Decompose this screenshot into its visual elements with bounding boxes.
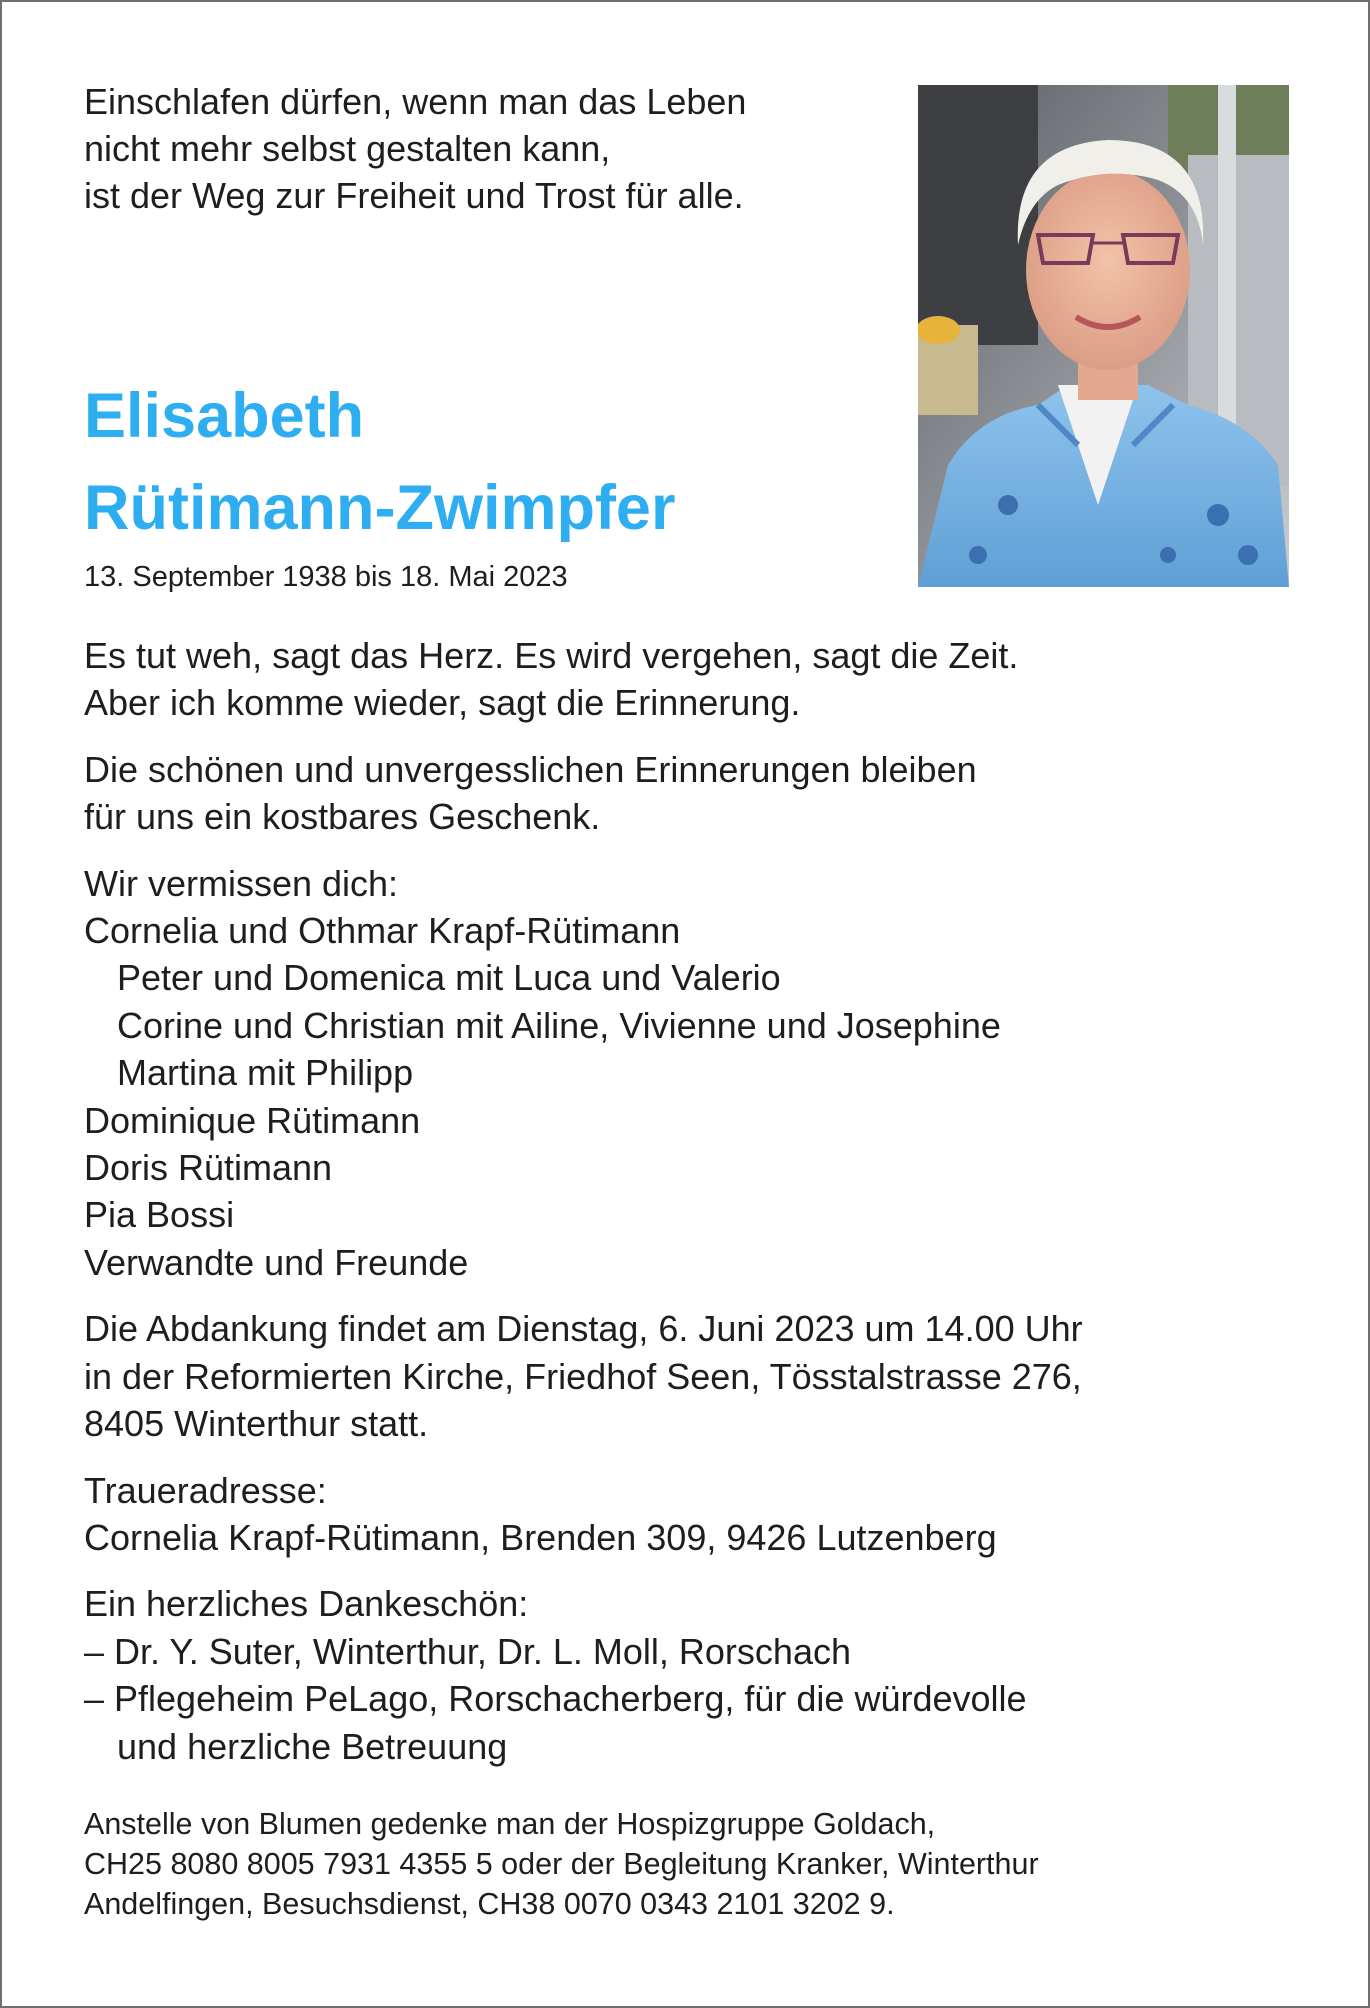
thanks-item-continued: und herzliche Betreuung [117, 1725, 508, 1767]
thanks-item: – Dr. Y. Suter, Winterthur, Dr. L. Moll, Rorschach [84, 1630, 851, 1672]
thanks-item: – Pflegeheim PeLago, Rorschacherberg, für die würdevolle [84, 1678, 1027, 1720]
deceased-name [84, 370, 904, 554]
life-dates: 13. September 1938 bis 18. Mai 2023 [84, 561, 568, 593]
mourner-name: Corine und Christian mit Ailine, Vivienne und Josephine [117, 1004, 1001, 1046]
donation-line: Anstelle von Blumen gedenke man der Hospizgruppe Goldach, [84, 1807, 936, 1841]
notice-body [84, 632, 1304, 1770]
service-line: Die Abdankung findet am Dienstag, 6. Juni 2023 um 14.00 Uhr [84, 1308, 1083, 1350]
memories-line: für uns ein kostbares Geschenk. [84, 796, 601, 838]
donation-note [84, 1804, 1314, 1924]
motto-line: ist der Weg zur Freiheit und Trost für alle. [84, 175, 744, 216]
quote-line: Aber ich komme wieder, sagt die Erinnerung. [84, 682, 801, 724]
service-line: in der Reformierten Kirche, Friedhof Seen, Tösstalstrasse 276, [84, 1355, 1082, 1397]
motto-line: nicht mehr selbst gestalten kann, [84, 128, 611, 169]
mourner-name: Cornelia und Othmar Krapf-Rütimann [84, 910, 681, 952]
motto-verse [84, 78, 864, 219]
mourner-name: Pia Bossi [84, 1194, 235, 1236]
mourners-intro: Wir vermissen dich: [84, 862, 399, 904]
mourner-name: Doris Rütimann [84, 1147, 333, 1189]
donation-line: CH25 8080 8005 7931 4355 5 oder der Begleitung Kranker, Winterthur [84, 1847, 1039, 1881]
memories-line: Die schönen und unvergesslichen Erinnerungen bleiben [84, 748, 977, 790]
address-value: Cornelia Krapf-Rütimann, Brenden 309, 9426 Lutzenberg [84, 1516, 997, 1558]
mourner-name: Verwandte und Freunde [84, 1241, 469, 1283]
donation-line: Andelfingen, Besuchsdienst, CH38 0070 0343 2101 3202 9. [84, 1887, 895, 1921]
service-line: 8405 Winterthur statt. [84, 1403, 429, 1445]
quote-line: Es tut weh, sagt das Herz. Es wird vergehen, sagt die Zeit. [84, 635, 1019, 676]
deceased-last-name: Rütimann-Zwimpfer [84, 473, 676, 543]
address-label: Traueradresse: [84, 1469, 327, 1511]
mourner-name: Peter und Domenica mit Luca und Valerio [117, 957, 781, 999]
thanks-intro: Ein herzliches Dankeschön: [84, 1583, 529, 1625]
mourner-name: Martina mit Philipp [117, 1052, 414, 1094]
motto-line: Einschlafen dürfen, wenn man das Leben [84, 81, 747, 122]
portrait-photo [918, 85, 1289, 587]
mourner-name: Dominique Rütimann [84, 1099, 421, 1141]
deceased-first-name: Elisabeth [84, 381, 365, 451]
